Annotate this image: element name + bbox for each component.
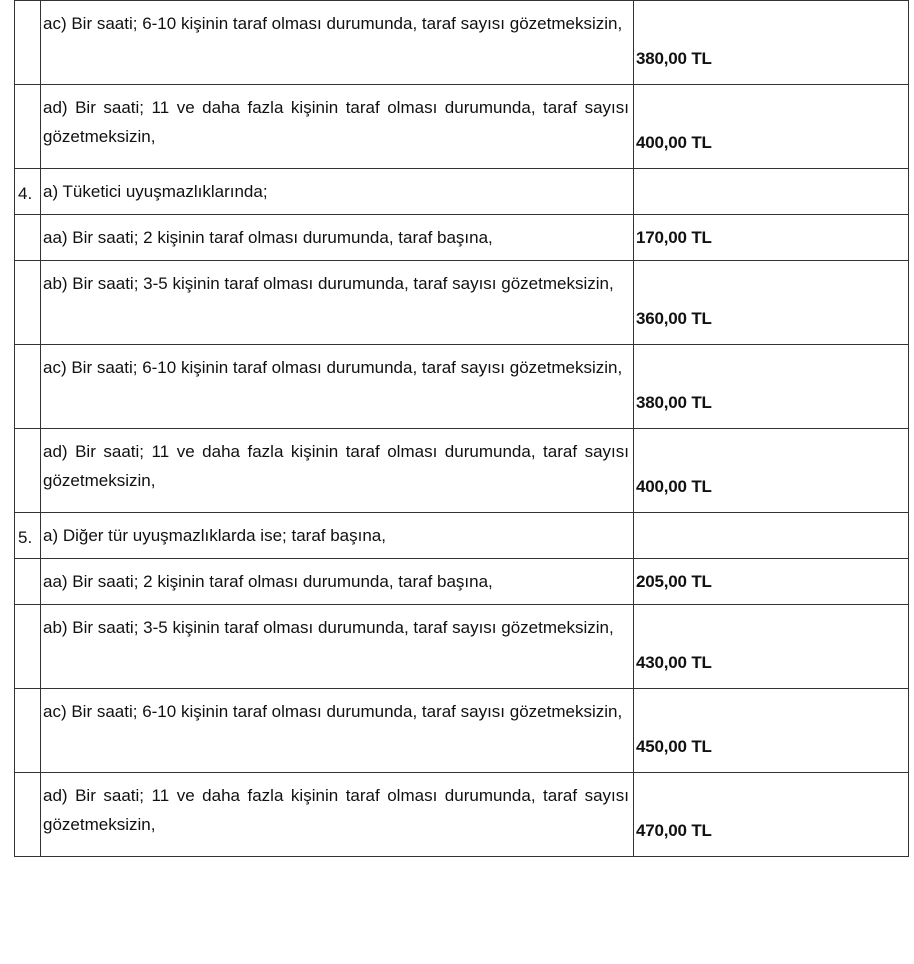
- item-number-cell: [15, 689, 41, 773]
- item-number-cell: [15, 773, 41, 857]
- fee-amount-cell: [634, 513, 909, 559]
- fee-description-cell: [41, 169, 634, 215]
- item-number: 4.: [18, 184, 33, 203]
- fee-amount-cell: [634, 261, 909, 345]
- fee-amount: 360,00 TL: [636, 309, 712, 328]
- table-row: [15, 169, 909, 215]
- item-number-cell: [15, 261, 41, 345]
- fee-description: aa) Bir saati; 2 kişinin taraf olması durumunda, taraf başına,: [43, 228, 493, 247]
- fee-amount-cell: [634, 605, 909, 689]
- fee-table: [14, 0, 909, 857]
- fee-amount-cell: [634, 429, 909, 513]
- table-row: [15, 215, 909, 261]
- item-number: [15, 345, 40, 355]
- fee-amount: 470,00 TL: [636, 821, 712, 840]
- fee-description-cell: [41, 689, 634, 773]
- fee-amount: 205,00 TL: [636, 572, 712, 591]
- table-row: [15, 345, 909, 429]
- fee-amount: 450,00 TL: [636, 737, 712, 756]
- fee-amount: 170,00 TL: [636, 228, 712, 247]
- item-number-cell: [15, 85, 41, 169]
- fee-amount-cell: [634, 345, 909, 429]
- fee-description-cell: [41, 261, 634, 345]
- item-number-cell: [15, 429, 41, 513]
- item-number: 5.: [18, 528, 33, 547]
- fee-description-cell: [41, 605, 634, 689]
- fee-amount-cell: [634, 689, 909, 773]
- fee-amount: 380,00 TL: [636, 393, 712, 412]
- table-row: [15, 429, 909, 513]
- table-row: [15, 261, 909, 345]
- item-number: [15, 429, 40, 439]
- fee-amount-cell: [634, 1, 909, 85]
- table-row: [15, 605, 909, 689]
- item-number: [15, 85, 40, 95]
- table-row: [15, 1, 909, 85]
- fee-table-body: [15, 1, 909, 857]
- fee-description: ad) Bir saati; 11 ve daha fazla kişinin taraf olması durumunda, taraf sayısı gözetmeksizin,: [43, 786, 629, 834]
- fee-description: a) Diğer tür uyuşmazlıklarda ise; taraf başına,: [43, 526, 386, 545]
- fee-description: ac) Bir saati; 6-10 kişinin taraf olması durumunda, taraf sayısı gözetmeksizin,: [43, 14, 623, 33]
- fee-amount-cell: [634, 773, 909, 857]
- table-row: [15, 773, 909, 857]
- fee-description-cell: [41, 513, 634, 559]
- fee-description: aa) Bir saati; 2 kişinin taraf olması durumunda, taraf başına,: [43, 572, 493, 591]
- item-number-cell: [15, 169, 41, 215]
- item-number-cell: [15, 605, 41, 689]
- fee-amount-cell: [634, 169, 909, 215]
- item-number: [15, 605, 40, 615]
- table-row: [15, 85, 909, 169]
- fee-amount: 400,00 TL: [636, 477, 712, 496]
- item-number-cell: [15, 513, 41, 559]
- fee-description: a) Tüketici uyuşmazlıklarında;: [43, 182, 268, 201]
- fee-description-cell: [41, 1, 634, 85]
- fee-description-cell: [41, 773, 634, 857]
- item-number-cell: [15, 559, 41, 605]
- fee-description: ab) Bir saati; 3-5 kişinin taraf olması durumunda, taraf sayısı gözetmeksizin,: [43, 618, 614, 637]
- fee-description: ab) Bir saati; 3-5 kişinin taraf olması durumunda, taraf sayısı gözetmeksizin,: [43, 274, 614, 293]
- fee-amount-cell: [634, 85, 909, 169]
- fee-amount: 430,00 TL: [636, 653, 712, 672]
- fee-amount-cell: [634, 215, 909, 261]
- fee-description-cell: [41, 429, 634, 513]
- table-row: [15, 689, 909, 773]
- item-number: [15, 559, 40, 569]
- item-number: [15, 773, 40, 783]
- table-row: [15, 559, 909, 605]
- fee-description: ac) Bir saati; 6-10 kişinin taraf olması durumunda, taraf sayısı gözetmeksizin,: [43, 358, 623, 377]
- fee-amount: 380,00 TL: [636, 49, 712, 68]
- item-number-cell: [15, 215, 41, 261]
- fee-amount-cell: [634, 559, 909, 605]
- fee-description: ad) Bir saati; 11 ve daha fazla kişinin taraf olması durumunda, taraf sayısı gözetmeksizin,: [43, 442, 629, 490]
- item-number-cell: [15, 1, 41, 85]
- item-number: [15, 215, 40, 225]
- fee-amount: 400,00 TL: [636, 133, 712, 152]
- fee-amount: [634, 513, 908, 521]
- item-number: [15, 689, 40, 699]
- item-number: [15, 261, 40, 271]
- fee-description: ad) Bir saati; 11 ve daha fazla kişinin taraf olması durumunda, taraf sayısı gözetmeksizin,: [43, 98, 629, 146]
- item-number: [15, 1, 40, 11]
- item-number-cell: [15, 345, 41, 429]
- fee-description-cell: [41, 85, 634, 169]
- fee-description-cell: [41, 559, 634, 605]
- fee-description-cell: [41, 215, 634, 261]
- fee-amount: [634, 169, 908, 177]
- fee-description: ac) Bir saati; 6-10 kişinin taraf olması durumunda, taraf sayısı gözetmeksizin,: [43, 702, 623, 721]
- fee-description-cell: [41, 345, 634, 429]
- table-row: [15, 513, 909, 559]
